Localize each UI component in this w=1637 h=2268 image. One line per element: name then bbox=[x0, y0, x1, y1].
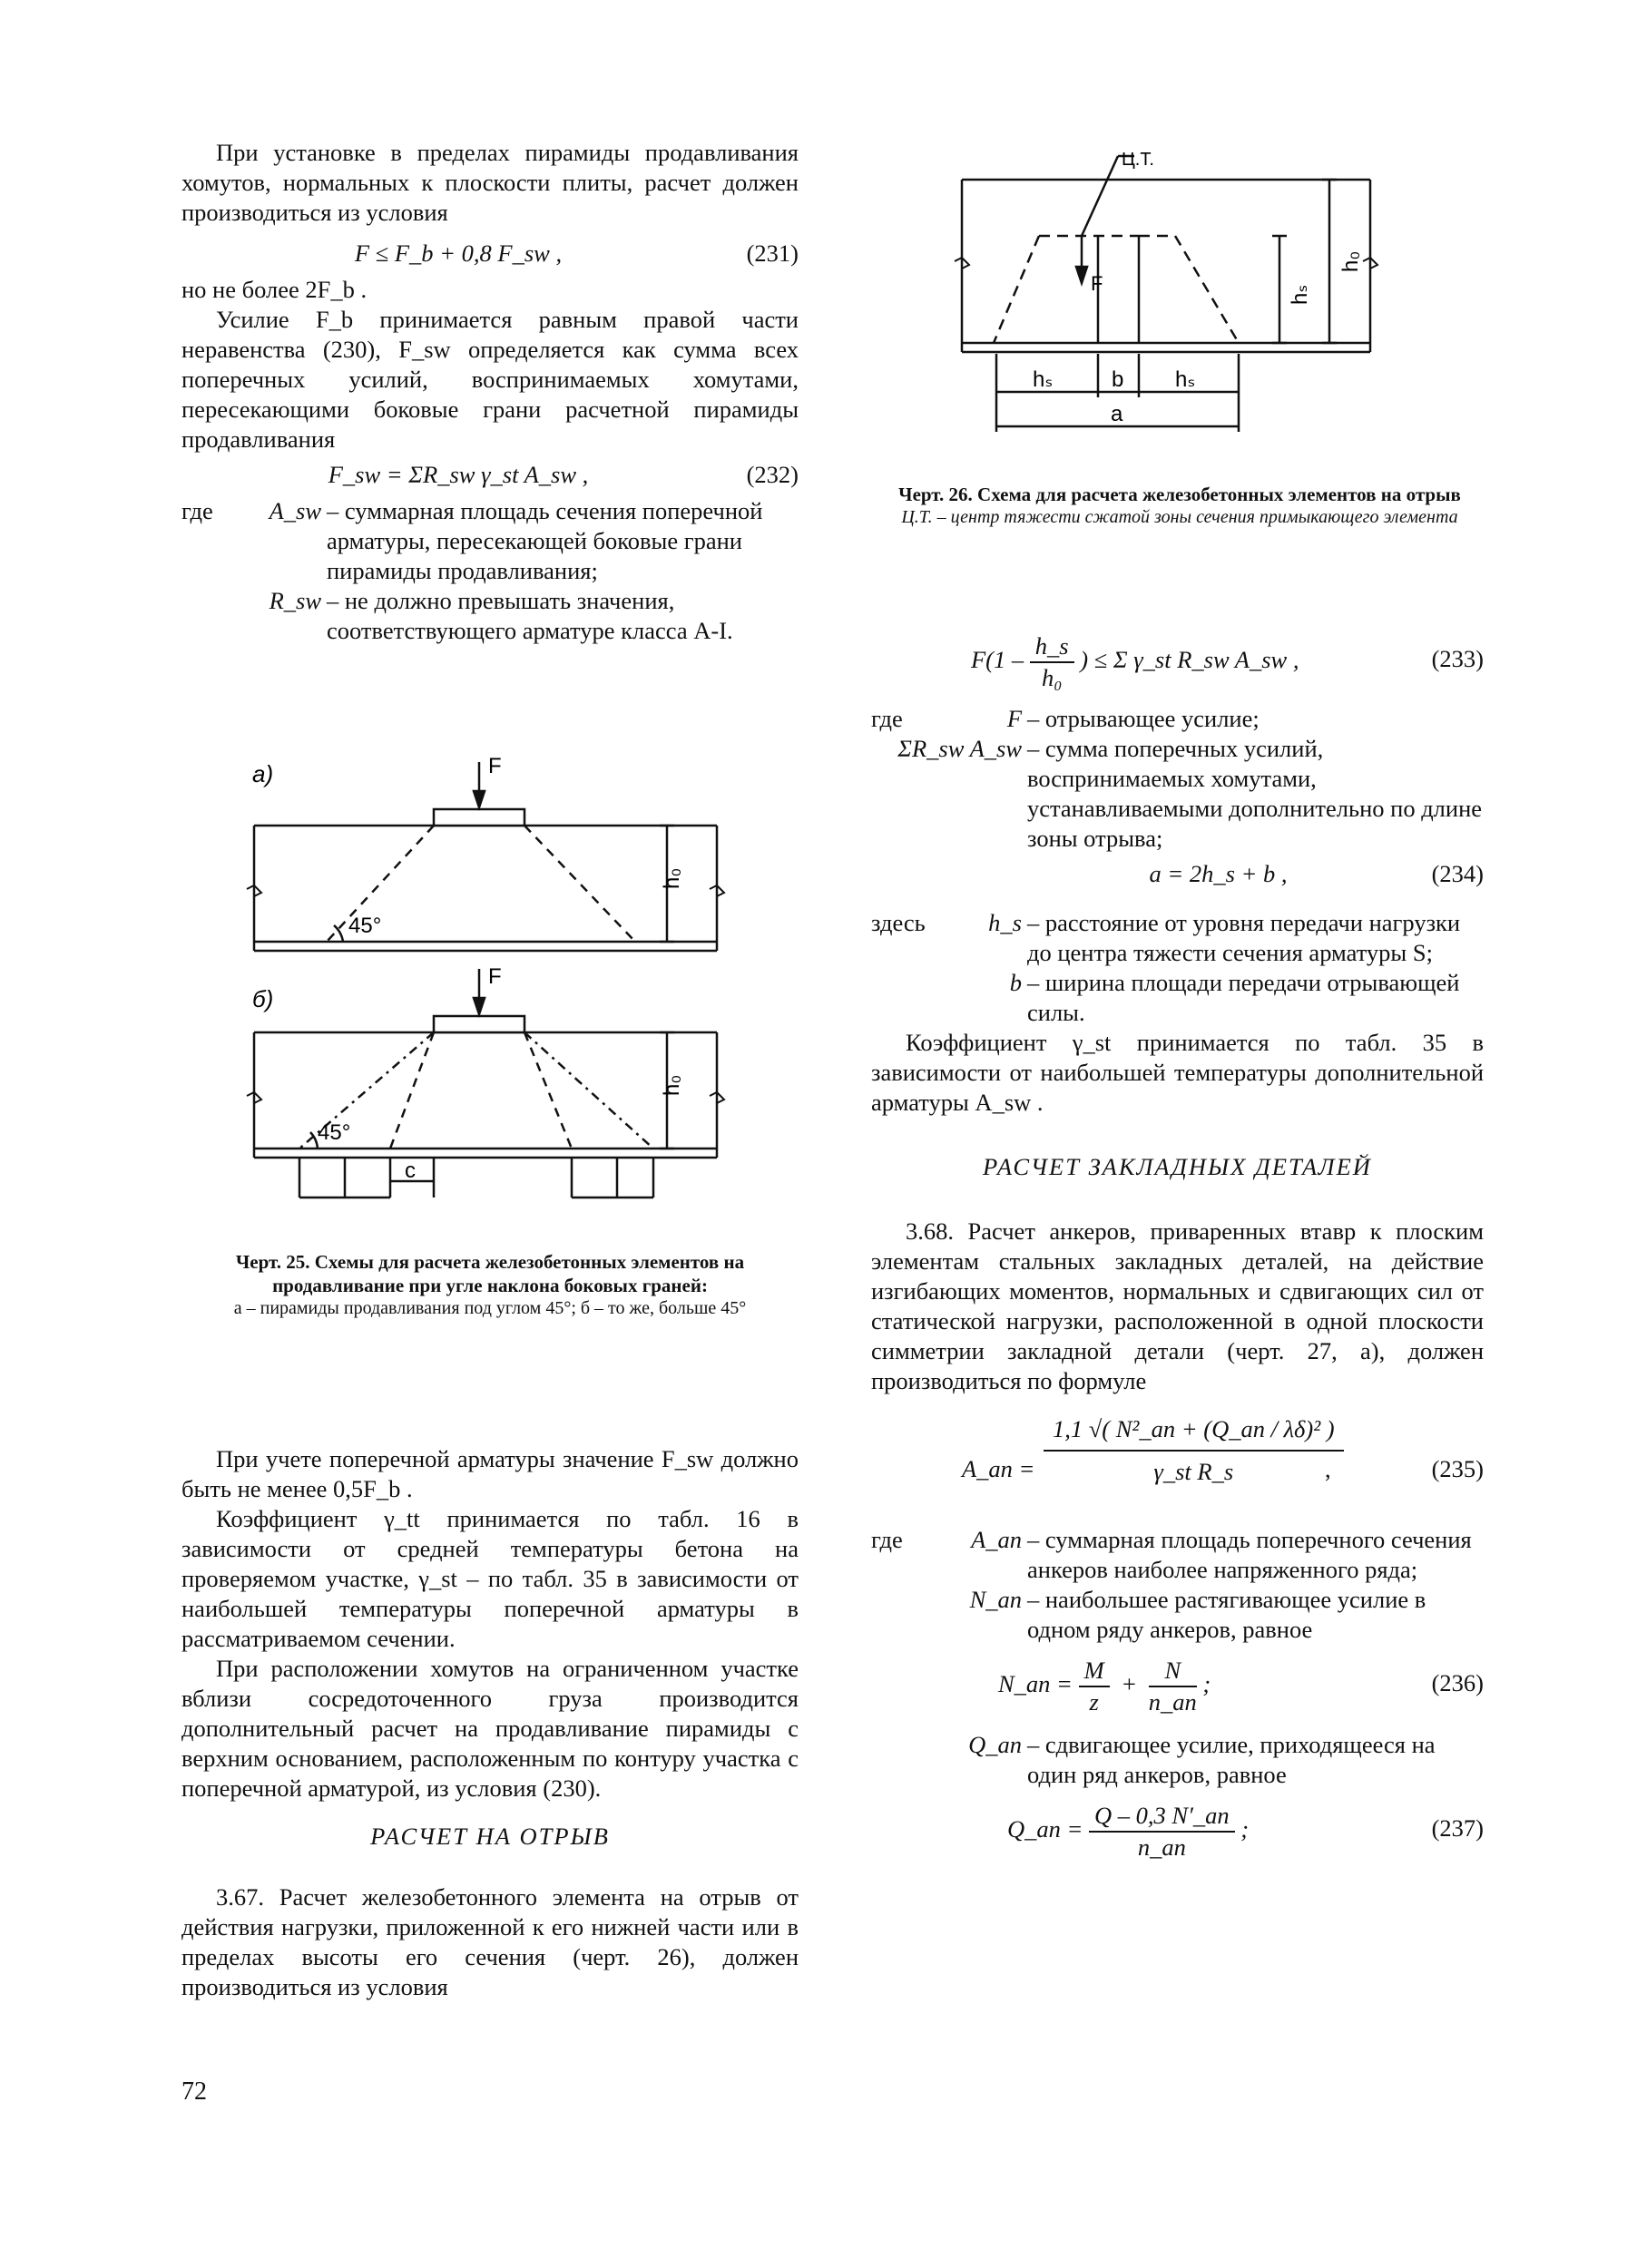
figure-25-caption: Черт. 25. Схемы для расчета железобетонных элементов на продавливание при угле наклона боковых граней: bbox=[235, 1251, 745, 1296]
equation-237-fraction bbox=[1089, 1801, 1235, 1862]
definition-sum-text: – сумма поперечных усилий, воспринимаемых хомутами, устанавливаемыми дополнительно по длине зоны отрыва; bbox=[1027, 735, 1483, 852]
definition-sum-key: ΣR_sw A_sw bbox=[897, 735, 1022, 762]
fig25-force-a: F bbox=[488, 754, 502, 778]
fsw-paragraph: При учете поперечной арматуры значение F_sw должно быть не менее 0,5F_b . bbox=[181, 1445, 799, 1502]
equation-232-formula: F_sw = ΣR_sw γ_st A_sw , bbox=[328, 461, 589, 488]
equation-236-f1-num: M bbox=[1079, 1656, 1110, 1687]
figure-25-caption-block bbox=[177, 1250, 803, 1320]
definition-rsw-text: – не должно превышать значения, соответствующего арматуре класса А-I. bbox=[327, 587, 733, 644]
definition-qan-key: Q_an bbox=[968, 1731, 1022, 1758]
definitions-232 bbox=[181, 496, 799, 646]
equation-233-fraction-num: h_s bbox=[1030, 631, 1074, 663]
equation-236-f2-den: n_an bbox=[1148, 1688, 1197, 1716]
fig25-angle-b: 45° bbox=[318, 1120, 351, 1145]
equation-236-f2-num: N bbox=[1149, 1656, 1197, 1687]
definition-F bbox=[871, 704, 1484, 734]
definition-hs bbox=[871, 908, 1484, 968]
definition-b-key: b bbox=[1009, 969, 1022, 996]
equation-233-fraction-den: h₀ bbox=[1041, 664, 1063, 691]
fig26-hs-left: hₛ bbox=[1033, 367, 1054, 392]
heading-zakladnye: РАСЧЕТ ЗАКЛАДНЫХ ДЕТАЛЕЙ bbox=[983, 1153, 1372, 1180]
khomut-paragraph: При расположении хомутов на ограниченном участке вблизи сосредоточенного груза производится дополнительный расчет на продавливание пирамиды с верхним основанием, расположенным по контуру участка с поперечной арматурой, из условия (230). bbox=[181, 1655, 799, 1802]
equation-236-fraction-2 bbox=[1149, 1656, 1197, 1717]
figure-26-caption-block bbox=[871, 483, 1488, 529]
definition-qan bbox=[871, 1730, 1484, 1790]
fig25-label-b: б) bbox=[252, 985, 274, 1012]
gamma-st-paragraph: Коэффициент γ_st принимается по табл. 35 в зависимости от наибольшей температуры дополнительной арматуры A_sw . bbox=[871, 1029, 1484, 1116]
equation-236-plus: + bbox=[1121, 1670, 1138, 1698]
fb-paragraph: Усилие F_b принимается равным правой части неравенства (230), F_sw определяется как сумма всех поперечных усилий, воспринимаемых хомутами, пересекающими боковые грани расчетной пирамиды продавливания bbox=[181, 306, 799, 453]
figure-26-caption: Черт. 26. Схема для расчета железобетонных элементов на отрыв bbox=[898, 484, 1461, 505]
equation-233-fraction bbox=[1030, 631, 1074, 693]
equation-235-tail: , bbox=[1325, 1455, 1331, 1482]
figure-25-subcaption: а – пирамиды продавливания под углом 45°; б – то же, больше 45° bbox=[233, 1298, 747, 1318]
definition-nan-text: – наибольшее растягивающее усилие в одном ряду анкеров, равное bbox=[1027, 1586, 1426, 1643]
paragraph-3-67: 3.67. Расчет железобетонного элемента на отрыв от действия нагрузки, приложенной к его нижней части или в пределах высоты его сечения (черт. 26), должен производиться из условия bbox=[181, 1883, 799, 2000]
left-column bbox=[181, 138, 799, 646]
equation-232 bbox=[181, 460, 799, 496]
equation-235-numerator: 1,1 √( N²_an + (Q_an / λδ)² ) bbox=[1044, 1409, 1344, 1452]
equation-233 bbox=[871, 626, 1484, 691]
equation-234 bbox=[1016, 859, 1484, 895]
equation-237-lhs: Q_an = bbox=[1007, 1815, 1083, 1843]
fig25-c-label: с bbox=[405, 1158, 416, 1183]
equation-236-tail: ; bbox=[1202, 1670, 1211, 1698]
equation-234-number: (234) bbox=[1431, 860, 1484, 887]
definition-b-text: – ширина площади передачи отрывающей силы. bbox=[1027, 969, 1460, 1026]
definition-F-key: F bbox=[1006, 705, 1022, 732]
fig26-hs-right: hₛ bbox=[1175, 367, 1196, 392]
equation-233-number: (233) bbox=[1431, 645, 1484, 672]
figure-25 bbox=[181, 744, 799, 1216]
equation-231-number: (231) bbox=[746, 240, 799, 267]
fig25-label-a: а) bbox=[252, 760, 274, 787]
definition-sum bbox=[871, 734, 1484, 854]
equation-235-lhs: A_an = bbox=[962, 1455, 1035, 1482]
equation-237-denominator: n_an bbox=[1137, 1833, 1186, 1861]
fig25-angle-a: 45° bbox=[348, 914, 382, 938]
intro-paragraph: При установке в пределах пирамиды продавливания хомутов, нормальных к плоскости плиты, расчет должен производиться из условия bbox=[181, 139, 799, 226]
definition-nan bbox=[871, 1585, 1484, 1645]
fig26-b: b bbox=[1112, 367, 1124, 392]
page-number: 72 bbox=[181, 2077, 207, 2106]
fig26-a: a bbox=[1111, 402, 1123, 426]
fig26-force: F bbox=[1091, 272, 1103, 295]
equation-235-fraction bbox=[1044, 1409, 1344, 1487]
equation-231-formula: F ≤ F_b + 0,8 F_sw , bbox=[354, 240, 563, 267]
definition-aan-key: A_an bbox=[971, 1526, 1022, 1553]
paragraph-3-68: 3.68. Расчет анкеров, приваренных втавр к плоским элементам стальных закладных деталей, на действие изгибающих моментов, нормальных и сдвигающих сил от статической нагрузки, расположенной в одной плоскости симметрии закладной детали (черт. 27, а), должен производиться по формуле bbox=[871, 1217, 1484, 1394]
equation-232-number: (232) bbox=[746, 461, 799, 488]
not-more-line: но не более 2F_b . bbox=[181, 276, 368, 303]
where-label: где bbox=[181, 497, 213, 524]
where-label-233: где bbox=[871, 705, 903, 732]
definition-b bbox=[871, 968, 1484, 1028]
definition-aan bbox=[871, 1525, 1484, 1585]
definitions-234 bbox=[871, 908, 1484, 1028]
fig26-ct-label: Ц.Т. bbox=[1122, 150, 1154, 170]
equation-234-formula: a = 2h_s + b , bbox=[1149, 860, 1288, 887]
equation-235 bbox=[871, 1409, 1484, 1518]
equation-237-numerator: Q – 0,3 N′_an bbox=[1089, 1801, 1235, 1833]
heading-otryv: РАСЧЕТ НА ОТРЫВ bbox=[370, 1823, 610, 1850]
definition-rsw-key: R_sw bbox=[269, 587, 321, 614]
definition-asw-text: – суммарная площадь сечения поперечной арматуры, пересекающей боковые грани пирамиды продавливания; bbox=[327, 497, 763, 584]
definitions-235 bbox=[871, 1525, 1484, 1645]
definitions-233 bbox=[871, 704, 1484, 854]
fig25-h0-a: h₀ bbox=[660, 867, 684, 889]
definition-rsw bbox=[181, 586, 799, 646]
equation-236 bbox=[871, 1652, 1484, 1723]
equation-236-number: (236) bbox=[1431, 1669, 1484, 1696]
definition-nan-key: N_an bbox=[969, 1586, 1022, 1613]
equation-237 bbox=[871, 1797, 1484, 1868]
definition-asw-key: A_sw bbox=[269, 497, 321, 524]
equation-235-denominator: γ_st R_s bbox=[1153, 1458, 1234, 1485]
figure-26-subcaption: Ц.Т. – центр тяжести сжатой зоны сечения примыкающего элемента bbox=[901, 507, 1458, 527]
left-column-bottom bbox=[181, 1444, 799, 2002]
fig25-force-b: F bbox=[488, 964, 502, 989]
equation-235-number: (235) bbox=[1431, 1455, 1484, 1482]
equation-237-tail: ; bbox=[1240, 1815, 1250, 1843]
right-column bbox=[871, 626, 1484, 1868]
fig25-h0-b: h₀ bbox=[660, 1074, 684, 1096]
equation-237-number: (237) bbox=[1431, 1814, 1484, 1842]
definition-F-text: – отрывающее усилие; bbox=[1027, 705, 1260, 732]
fig26-h0: h₀ bbox=[1338, 250, 1363, 272]
fig26-hs-vertical: hₛ bbox=[1288, 284, 1312, 305]
gamma-paragraph: Коэффициент γ_tt принимается по табл. 16 в зависимости от средней температуры бетона на проверяемом участке, γ_st – по табл. 35 в зависимости от наибольшей температуры поперечной арматуры в рассматриваемом сечении. bbox=[181, 1505, 799, 1652]
equation-236-f1-den: z bbox=[1089, 1688, 1099, 1716]
equation-233-left: F(1 – bbox=[971, 646, 1024, 674]
definition-qan-text: – сдвигающее усилие, приходящееся на один ряд анкеров, равное bbox=[1027, 1731, 1436, 1788]
equation-236-fraction-1 bbox=[1079, 1656, 1110, 1717]
definition-hs-key: h_s bbox=[988, 909, 1022, 936]
equation-231 bbox=[181, 239, 799, 275]
equation-233-right: ) ≤ Σ γ_st R_sw A_sw , bbox=[1080, 646, 1299, 674]
definition-aan-text: – суммарная площадь поперечного сечения анкеров наиболее напряженного ряда; bbox=[1027, 1526, 1472, 1583]
here-label: здесь bbox=[871, 909, 926, 936]
figure-26 bbox=[917, 145, 1497, 454]
definition-hs-text: – расстояние от уровня передачи нагрузки до центра тяжести сечения арматуры S; bbox=[1027, 909, 1461, 966]
definition-asw bbox=[181, 496, 799, 586]
where-label-235: где bbox=[871, 1526, 903, 1553]
equation-236-lhs: N_an = bbox=[998, 1670, 1073, 1698]
